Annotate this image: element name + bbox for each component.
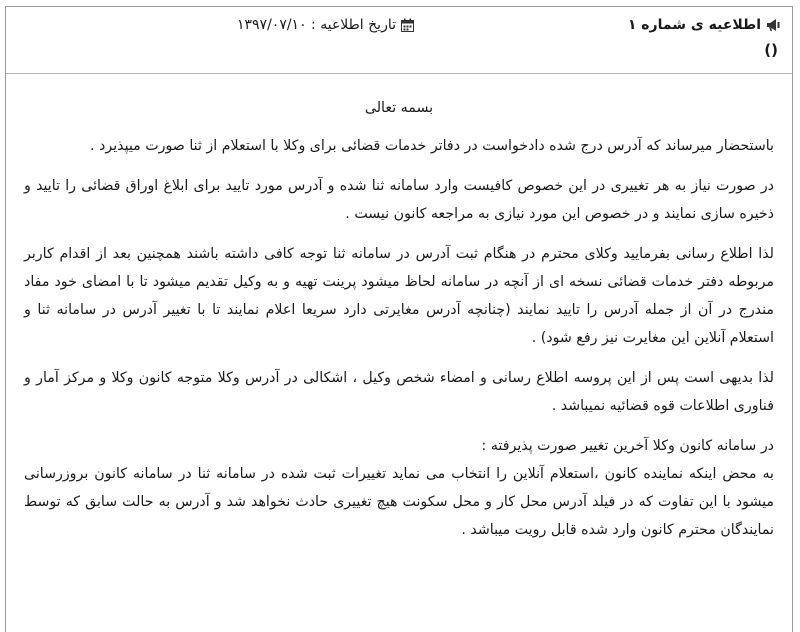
announcement-parens: () [764, 41, 778, 59]
announcement-date-label: تاریخ اطلاعیه : ۱۳۹۷/۰۷/۱۰ [237, 17, 396, 33]
announcement-panel [5, 6, 793, 632]
announcement-title: اطلاعیه ی شماره ۱ [627, 17, 761, 33]
paragraph-1: باستحضار میرساند که آدرس درج شده دادخواست در دفاتر خدمات قضائی برای وکلا با استعلام از ثنا صورت میپذیرد . [90, 138, 774, 154]
announcement-header [6, 7, 792, 74]
paragraph-3: لذا اطلاع رسانی بفرمایید وکلای محترم در هنگام ثبت آدرس در سامانه ثنا توجه کافی داشته باشند همچنین بعد از اقدام کاربر مربوطه دفتر خدمات قضائی نسخه ای از آنچه در سامانه لحاظ میشود پرینت تهیه و به وکیل تقدیم میشود تا با امضای خود مفاد مندرج در آن از جمله آدرس را تایید نمایند (چنانچه آدرس مغایرتی دارد سریعا اعلام نمایند تا با تغییر آدرس در سامانه ثنا و استعلام آنلاین این مغایرت نیز رفع شود) . [24, 246, 774, 346]
paragraph-4: لذا بدیهی است پس از این پروسه اطلاع رسانی و امضاء شخص وکیل ، اشکالی در آدرس وکلا متوجه کانون وکلا و مرکز آمار و فناوری اطلاعات قوه قضائیه نمیباشد . [24, 370, 774, 414]
paragraph-2: در صورت نیاز به هر تغییری در این خصوص کافیست وارد سامانه ثنا شده و آدرس مورد تایید برای ابلاغ اوراق قضائی را تایید و ذخیره سازی نمایند و در خصوص این مورد نیازی به مراجعه کانون نیست . [24, 178, 774, 222]
paragraph-6: به محض اینکه نماینده کانون ،استعلام آنلاین را انتخاب می نماید تغییرات ثبت شده در سامانه ثنا در سامانه کانون بروزرسانی میشود با این تفاوت که در فیلد آدرس محل کار و محل سکونت هیچ تغییری حادث نخواهد شد و آدرس به حالت سابق که توسط نمایندگان محترم کانون وارد شده قابل رویت میباشد . [24, 466, 774, 538]
megaphone-icon [766, 18, 782, 32]
announcement-date [237, 17, 414, 33]
salutation: بسمه تعالی [364, 100, 434, 116]
calendar-icon [401, 18, 414, 32]
announcement-body [6, 74, 792, 544]
announcement-title-row [628, 17, 782, 33]
paragraph-5: در سامانه کانون وکلا آخرین تغییر صورت پذیرفته : [481, 438, 774, 454]
